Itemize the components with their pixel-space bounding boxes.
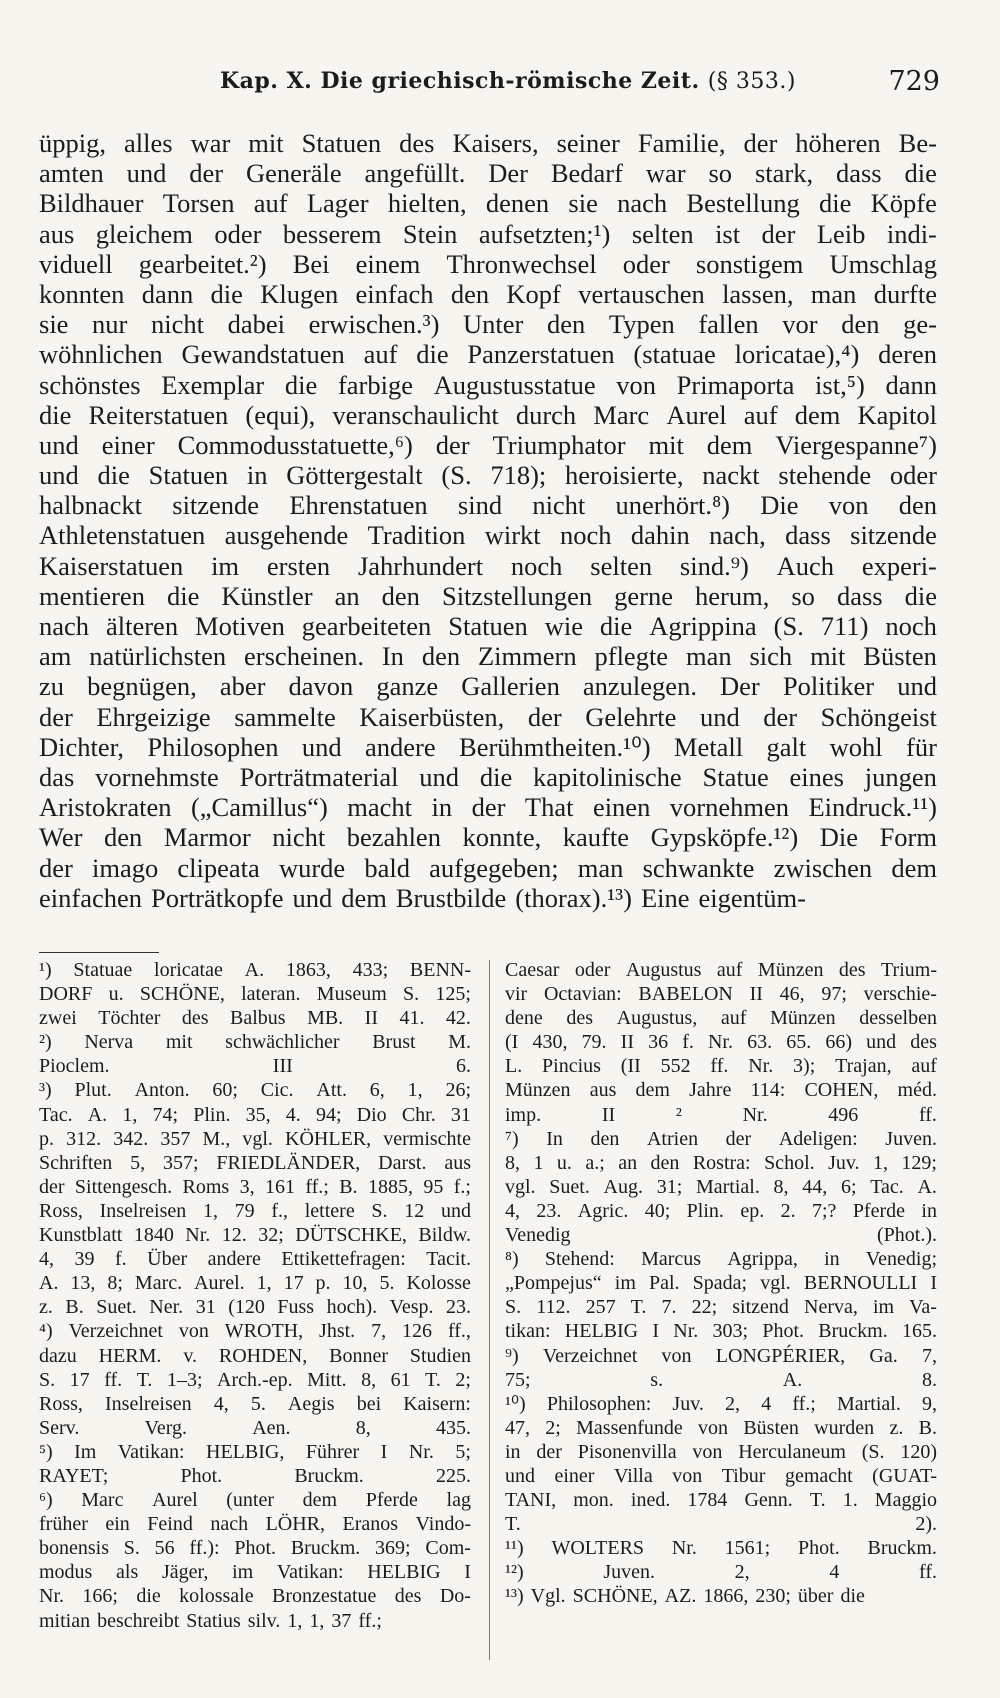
footnote-separator bbox=[39, 952, 159, 953]
footnote-line: Kunstblatt 1840 Nr. 12. 32; DÜTSCHKE, Bildw. bbox=[39, 1224, 471, 1247]
main-text bbox=[39, 128, 937, 913]
footnote-line: 4, 23. Agric. 40; Plin. ep. 2. 7;? Pferde in bbox=[505, 1199, 937, 1222]
footnotes-right-column bbox=[505, 958, 937, 1609]
text-line: und die Statuen in Göttergestalt (S. 718); heroisierte, nackt stehende oder bbox=[39, 460, 937, 491]
text-line: der imago clipeata wurde bald aufgegeben; man schwankte zwischen dem bbox=[39, 852, 937, 883]
footnote-line: T. 2). bbox=[505, 1513, 937, 1536]
text-line: Dichter, Philosophen und andere Berühmtheiten.¹⁰) Metall galt wohl für bbox=[39, 731, 937, 762]
text-line: am natürlichsten erscheinen. In den Zimmern pflegte man sich mit Büsten bbox=[39, 641, 937, 672]
footnote-line: Münzen aus dem Jahre 114: COHEN, méd. bbox=[505, 1079, 937, 1102]
text-line: amten und der Generäle angefüllt. Der Bedarf war so stark, dass die bbox=[39, 158, 937, 189]
running-header bbox=[40, 62, 940, 102]
footnote-line: ²) Nerva mit schwächlicher Brust M. bbox=[39, 1031, 471, 1054]
text-line: einfachen Porträtkopfe und dem Brustbilde (thorax).¹³) Eine eigentüm- bbox=[39, 882, 806, 913]
footnote-line: ⁴) Verzeichnet von WROTH, Jhst. 7, 126 ff., bbox=[39, 1320, 471, 1343]
text-line: Wer den Marmor nicht bezahlen konnte, kaufte Gypsköpfe.¹²) Die Form bbox=[39, 822, 937, 853]
footnote-line: ¹¹) WOLTERS Nr. 1561; Phot. Bruckm. bbox=[505, 1537, 937, 1560]
text-line: und einer Commodusstatuette,⁶) der Triumphator mit dem Viergespanne⁷) bbox=[39, 429, 937, 460]
footnote-line: (I 430, 79. II 36 f. Nr. 63. 65. 66) und des bbox=[505, 1031, 937, 1054]
text-line: die Reiterstatuen (equi), veranschaulicht durch Marc Aurel auf dem Kapitol bbox=[39, 399, 937, 430]
footnote-line: ⁶) Marc Aurel (unter dem Pferde lag bbox=[39, 1489, 471, 1512]
text-line: Bildhauer Torsen auf Lager hielten, denen sie nach Bestellung die Köpfe bbox=[39, 188, 937, 219]
footnote-line: ¹⁰) Philosophen: Juv. 2, 4 ff.; Martial. 9, bbox=[505, 1392, 937, 1415]
footnote-line: ¹) Statuae loricatae A. 1863, 433; BENN- bbox=[39, 959, 471, 981]
footnote-line: Schriften 5, 357; FRIEDLÄNDER, Darst. aus bbox=[39, 1151, 471, 1174]
footnote-line: p. 312. 342. 357 M., vgl. KÖHLER, vermischte bbox=[39, 1127, 471, 1150]
footnote-line: bonensis S. 56 ff.): Phot. Bruckm. 369; Com- bbox=[39, 1537, 471, 1560]
footnote-line: Ross, Inselreisen 1, 79 f., lettere S. 12 und bbox=[39, 1199, 471, 1222]
footnote-line: ⁹) Verzeichnet von LONGPÉRIER, Ga. 7, bbox=[505, 1344, 937, 1367]
footnote-line: RAYET; Phot. Bruckm. 225. bbox=[39, 1464, 471, 1487]
footnote-line: imp. II ² Nr. 496 ff. bbox=[505, 1103, 937, 1126]
footnote-line: Pioclem. III 6. bbox=[39, 1055, 471, 1078]
footnote-line: S. 17 ff. T. 1–3; Arch.-ep. Mitt. 8, 61 T. 2; bbox=[39, 1368, 471, 1391]
footnotes-left-column bbox=[39, 958, 471, 1633]
footnote-line: 47, 2; Massenfunde von Büsten wurden z. B. bbox=[505, 1416, 937, 1439]
footnote-line: der Sittengesch. Roms 3, 161 ff.; B. 1885, 95 f.; bbox=[39, 1175, 471, 1198]
text-line: üppig, alles war mit Statuen des Kaisers, seiner Familie, der höheren Be- bbox=[39, 128, 937, 158]
footnote-line: vir Octavian: BABELON II 46, 97; verschie- bbox=[505, 983, 937, 1006]
text-line: Kaiserstatuen im ersten Jahrhundert noch selten sind.⁹) Auch experi- bbox=[39, 550, 937, 581]
footnote-line: ³) Plut. Anton. 60; Cic. Att. 6, 1, 26; bbox=[39, 1079, 471, 1102]
text-line: aus gleichem oder besserem Stein aufsetzten;¹) selten ist der Leib indi- bbox=[39, 218, 937, 249]
footnote-line: 4, 39 f. Über andere Ettikettefragen: Tacit. bbox=[39, 1248, 471, 1271]
footnote-line: vgl. Suet. Aug. 31; Martial. 8, 44, 6; Tac. A. bbox=[505, 1175, 937, 1198]
footnote-line: zwei Töchter des Balbus MB. II 41. 42. bbox=[39, 1007, 471, 1030]
footnote-line: in der Pisonenvilla von Herculaneum (S. 120) bbox=[505, 1440, 937, 1463]
footnote-line: dene des Augustus, auf Münzen desselben bbox=[505, 1007, 937, 1030]
footnote-line: A. 13, 8; Marc. Aurel. 1, 17 p. 10, 5. Kolosse bbox=[39, 1272, 471, 1295]
section-reference: (§ 353.) bbox=[707, 69, 796, 94]
running-title bbox=[220, 68, 796, 94]
text-line: Aristokraten („Camillus“) macht in der That einen vornehmen Eindruck.¹¹) bbox=[39, 792, 937, 823]
footnote-line: 75; s. A. 8. bbox=[505, 1368, 937, 1391]
footnote-line: tikan: HELBIG I Nr. 303; Phot. Bruckm. 165. bbox=[505, 1320, 937, 1343]
footnote-line: mitian beschreibt Statius silv. 1, 1, 37 ff.; bbox=[39, 1609, 382, 1632]
text-line: wöhnlichen Gewandstatuen auf die Panzerstatuen (statuae loricatae),⁴) deren bbox=[39, 339, 937, 370]
footnote-line: dazu HERM. v. ROHDEN, Bonner Studien bbox=[39, 1344, 471, 1367]
footnote-line: Nr. 166; die kolossale Bronzestatue des Do- bbox=[39, 1585, 471, 1608]
footnote-line: ¹²) Juven. 2, 4 ff. bbox=[505, 1561, 937, 1584]
footnote-line: früher ein Feind nach LÖHR, Eranos Vindo- bbox=[39, 1513, 471, 1536]
footnote-line: DORF u. SCHÖNE, lateran. Museum S. 125; bbox=[39, 983, 471, 1006]
text-line: schönstes Exemplar die farbige Augustusstatue von Primaporta ist,⁵) dann bbox=[39, 369, 937, 400]
footnote-column-divider bbox=[489, 960, 490, 1660]
text-line: konnten dann die Klugen einfach den Kopf vertauschen lassen, man durfte bbox=[39, 278, 937, 309]
footnote-line: ⁷) In den Atrien der Adeligen: Juven. bbox=[505, 1127, 937, 1150]
footnote-line: Ross, Inselreisen 4, 5. Aegis bei Kaisern: bbox=[39, 1392, 471, 1415]
footnote-line: ⁸) Stehend: Marcus Agrippa, in Venedig; bbox=[505, 1248, 937, 1271]
text-line: halbnackt sitzende Ehrenstatuen sind nicht unerhört.⁸) Die von den bbox=[39, 490, 937, 521]
footnote-line: Venedig (Phot.). bbox=[505, 1224, 937, 1247]
footnote-line: Serv. Verg. Aen. 8, 435. bbox=[39, 1416, 471, 1439]
text-line: der Ehrgeizige sammelte Kaiserbüsten, der Gelehrte und der Schöngeist bbox=[39, 701, 937, 732]
footnote-line: ¹³) Vgl. SCHÖNE, AZ. 1866, 230; über die bbox=[505, 1585, 865, 1608]
text-line: zu begnügen, aber davon ganze Gallerien anzulegen. Der Politiker und bbox=[39, 671, 937, 702]
footnote-line: modus als Jäger, im Vatikan: HELBIG I bbox=[39, 1561, 471, 1584]
footnote-line: Caesar oder Augustus auf Münzen des Trium- bbox=[505, 959, 937, 981]
text-line: mentieren die Künstler an den Sitzstellungen gerne herum, so dass die bbox=[39, 580, 937, 611]
text-line: sie nur nicht dabei erwischen.³) Unter den Typen fallen vor den ge- bbox=[39, 309, 937, 340]
footnote-line: TANI, mon. ined. 1784 Genn. T. 1. Maggio bbox=[505, 1489, 937, 1512]
text-line: Athletenstatuen ausgehende Tradition wirkt noch dahin nach, dass sitzende bbox=[39, 520, 937, 551]
footnote-line: z. B. Suet. Ner. 31 (120 Fuss hoch). Vesp. 23. bbox=[39, 1296, 471, 1319]
text-line: nach älteren Motiven gearbeiteten Statuen wie die Agrippina (S. 711) noch bbox=[39, 611, 937, 641]
footnote-line: Tac. A. 1, 74; Plin. 35, 4. 94; Dio Chr. 31 bbox=[39, 1103, 471, 1126]
footnote-line: S. 112. 257 T. 7. 22; sitzend Nerva, im Va- bbox=[505, 1296, 937, 1319]
chapter-title: Kap. X. Die griechisch-römische Zeit. bbox=[220, 68, 700, 94]
footnote-line: 8, 1 u. a.; an den Rostra: Schol. Juv. 1, 129; bbox=[505, 1151, 937, 1174]
footnote-line: L. Pincius (II 552 ff. Nr. 3); Trajan, auf bbox=[505, 1055, 937, 1078]
text-line: viduell gearbeitet.²) Bei einem Thronwechsel oder sonstigem Umschlag bbox=[39, 248, 937, 279]
footnote-line: „Pompejus“ im Pal. Spada; vgl. BERNOULLI I bbox=[505, 1272, 937, 1295]
page-number: 729 bbox=[888, 66, 940, 97]
footnote-line: ⁵) Im Vatikan: HELBIG, Führer I Nr. 5; bbox=[39, 1440, 471, 1463]
text-line: das vornehmste Porträtmaterial und die kapitolinische Statue eines jungen bbox=[39, 761, 937, 792]
footnote-line: und einer Villa von Tibur gemacht (GUAT- bbox=[505, 1464, 937, 1487]
